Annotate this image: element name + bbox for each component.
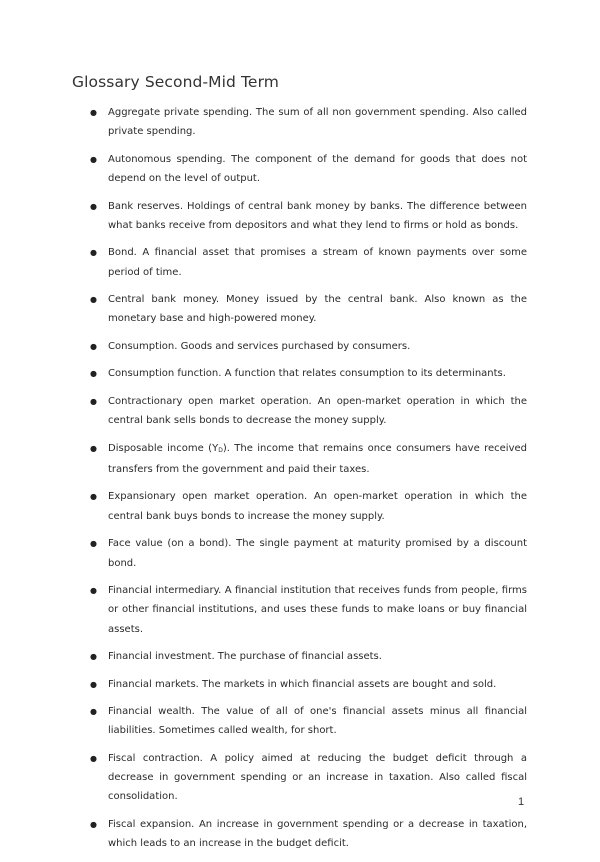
bullet-icon: ●: [90, 586, 97, 595]
glossary-list: [90, 103, 527, 862]
entry-subscript: D: [218, 446, 223, 454]
glossary-entry-text: Consumption function. A function that relates consumption to its determinants.: [108, 368, 506, 380]
bullet-icon: ●: [90, 492, 97, 502]
bullet-icon: ●: [90, 707, 97, 717]
glossary-entry: [90, 337, 527, 356]
bullet-icon: ●: [90, 341, 97, 351]
bullet-icon: ●: [90, 248, 97, 258]
glossary-entry-text: Fiscal contraction. A policy aimed at reducing the budget deficit through a decrease in government spending or an increase in taxation. Also called fiscal consolidation.: [108, 752, 527, 803]
bullet-icon: ●: [90, 539, 97, 549]
glossary-entry-text: Bond. A financial asset that promises a stream of known payments over some period of time.: [108, 247, 527, 278]
glossary-entry-text: Central bank money. Money issued by the central bank. Also known as the monetary base and high-powered money.: [108, 294, 527, 325]
bullet-icon: ●: [90, 443, 97, 453]
glossary-entry: [90, 749, 527, 807]
bullet-icon: ●: [90, 369, 97, 379]
glossary-entry: [90, 290, 527, 329]
glossary-entry-text: Financial investment. The purchase of financial assets.: [108, 651, 382, 663]
glossary-entry-text: Expansionary open market operation. An open-market operation in which the central bank buys bonds to increase the money supply.: [108, 491, 527, 522]
bullet-icon: ●: [90, 295, 97, 305]
glossary-entry-text: Autonomous spending. The component of the demand for goods that does not depend on the level of output.: [108, 153, 527, 185]
glossary-entry: [90, 103, 527, 142]
glossary-entry-text: Bank reserves. Holdings of central bank money by banks. The difference between what banks receive from depositors and what they lend to firms or hold as bonds.: [108, 200, 527, 231]
glossary-entry: [90, 702, 527, 741]
glossary-entry-text: Financial intermediary. A financial institution that receives funds from people, firms or other financial institutions, and uses these funds to make loans or buy financial assets.: [108, 585, 527, 635]
glossary-entry-text: [108, 443, 527, 475]
glossary-entry: [90, 197, 527, 236]
glossary-entry: [90, 150, 527, 189]
glossary-entry-text: Financial markets. The markets in which financial assets are bought and sold.: [108, 678, 497, 690]
glossary-entry-text: Fiscal expansion. An increase in government spending or a decrease in taxation, which leads to an increase in the budget deficit.: [108, 818, 527, 850]
glossary-entry: [90, 243, 527, 282]
page-title: Glossary Second-Mid Term: [72, 73, 279, 91]
page-number: 1: [518, 796, 525, 808]
glossary-entry: [90, 487, 527, 526]
glossary-entry-text: Financial wealth. The value of all of one's financial assets minus all financial liabilities. Sometimes called wealth, for short.: [108, 706, 527, 737]
bullet-icon: ●: [90, 201, 97, 211]
glossary-entry-text: Consumption. Goods and services purchased by consumers.: [108, 340, 411, 352]
glossary-entry: [90, 675, 527, 694]
bullet-icon: ●: [90, 753, 97, 763]
glossary-entry-text: Contractionary open market operation. An open-market operation in which the central bank sells bonds to decrease the money supply.: [108, 395, 527, 427]
glossary-entry: [90, 392, 527, 431]
bullet-icon: ●: [90, 154, 97, 164]
entry-text-before: Disposable income (Y: [108, 442, 219, 454]
entry-text-after: ). The income that remains once consumers have received transfers from the government and paid their taxes.: [108, 442, 528, 475]
bullet-icon: ●: [90, 679, 97, 689]
glossary-entry: [90, 534, 527, 573]
bullet-icon: ●: [90, 652, 97, 662]
glossary-entry-text: Aggregate private spending. The sum of all non government spending. Also called private spending.: [108, 107, 527, 138]
bullet-icon: ●: [90, 819, 97, 829]
bullet-icon: ●: [90, 108, 97, 117]
glossary-entry: [90, 364, 527, 383]
glossary-entry: [90, 581, 527, 639]
glossary-entry: [90, 647, 527, 666]
glossary-entry-text: Face value (on a bond). The single payment at maturity promised by a discount bond.: [108, 538, 527, 569]
glossary-entry: [90, 439, 527, 480]
bullet-icon: ●: [90, 396, 97, 406]
